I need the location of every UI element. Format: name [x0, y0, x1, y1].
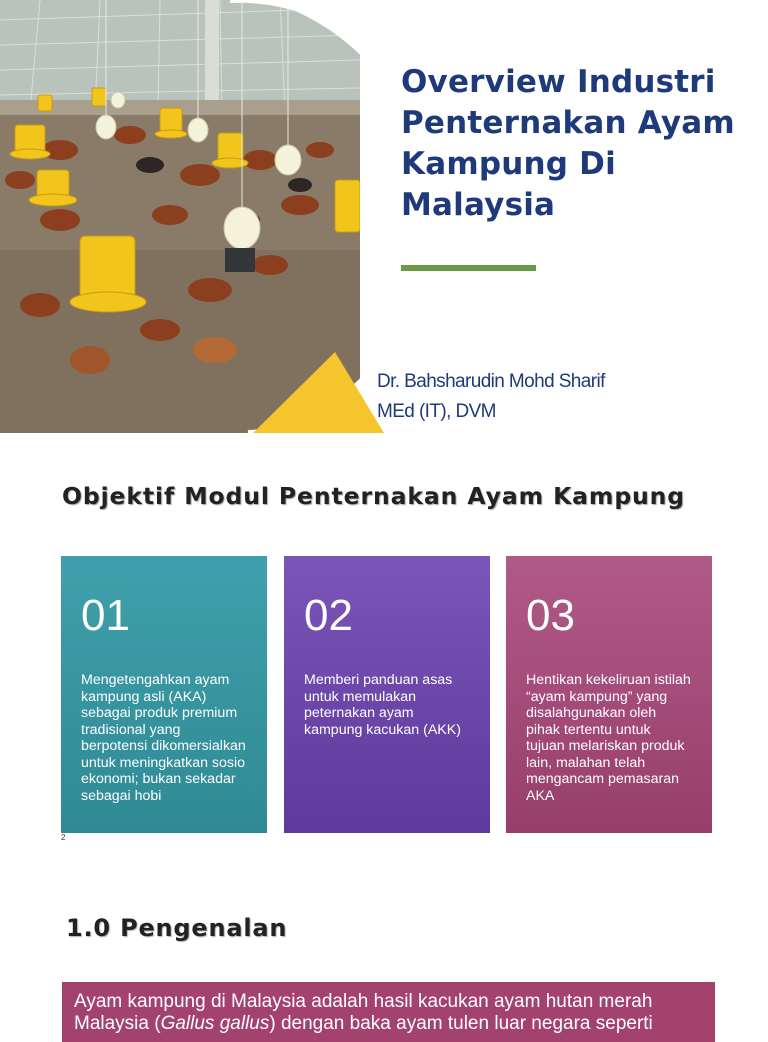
objective-text: Mengetengahkan ayam kampung asli (AKA) sebagai produk premium tradisional yang berpotensi dikomersialkan untuk meningkatkan sosio ekonomi; bukan sekadar sebagai hobi	[81, 672, 246, 804]
author-name: Dr. Bahsharudin Mohd Sharif	[377, 371, 605, 392]
intro-line-2-post: ) dengan baka ayam tulen luar negara seperti	[269, 1013, 653, 1034]
cover-title: Overview Industri Penternakan Ayam Kampung Di Malaysia	[401, 64, 735, 223]
objective-number: 03	[526, 591, 575, 640]
introduction-title: 1.0 Pengenalan	[66, 914, 288, 942]
objective-card-03	[506, 556, 712, 833]
page-number: 2	[61, 833, 66, 842]
objective-number: 01	[81, 591, 130, 640]
author-credentials: MEd (IT), DVM	[377, 401, 496, 422]
objective-text: Hentikan kekeliruan istilah “ayam kampung” yang disalahgunakan oleh pihak tertentu untuk tujuan melariskan produk lain, malahan telah mengancam pemasaran AKA	[526, 672, 691, 804]
author-block	[377, 367, 605, 427]
objectives-title: Objektif Modul Penternakan Ayam Kampung	[62, 482, 686, 510]
species-name: Gallus gallus	[160, 1013, 270, 1034]
cover-slide	[0, 0, 768, 433]
introduction-text-box	[62, 982, 715, 1042]
title-underline	[401, 265, 536, 271]
objective-card-01	[61, 556, 267, 833]
intro-line-2	[74, 1013, 703, 1035]
intro-line-2-pre: Malaysia (	[74, 1013, 161, 1034]
objective-number: 02	[304, 591, 353, 640]
objective-text: Memberi panduan asas untuk memulakan peternakan ayam kampung kacukan (AKK)	[304, 672, 461, 738]
objective-card-02	[284, 556, 490, 833]
intro-line-1: Ayam kampung di Malaysia adalah hasil kacukan ayam hutan merah	[74, 991, 653, 1012]
